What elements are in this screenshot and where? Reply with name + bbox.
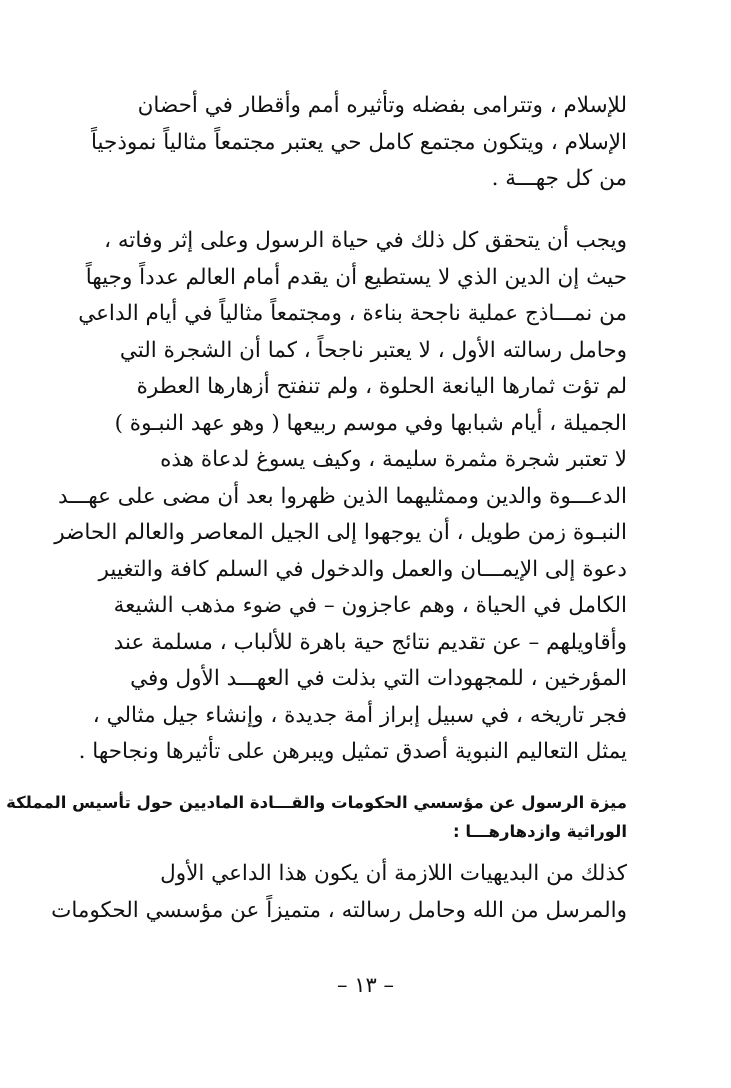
text-line: يمثل التعاليم النبوية أصدق تمثيل ويبرهن على تأثيرها ونجاحها . xyxy=(78,739,627,764)
paragraph-continuation xyxy=(90,88,627,198)
text-line: ويجب أن يتحقق كل ذلك في حياة الرسول وعلى إثر وفاته ، xyxy=(104,228,627,253)
text-line: وأقاويلهم – عن تقديم نتائج حية باهرة للألباب ، مسلمة عند xyxy=(113,629,627,655)
paragraph-section-start xyxy=(51,856,627,929)
text-line: من نمـــاذج عملية ناجحة بناءة ، ومجتمعاً مثالياً في أيام الداعي xyxy=(78,301,627,326)
text-line: الدعـــوة والدين وممثليهما الذين ظهروا بعد أن مضى على عهـــد xyxy=(58,483,627,509)
text-line: من كل جهـــة . xyxy=(491,166,627,191)
heading-line: ميزة الرسول عن مؤسسي الحكومات والقـــادة الماديين حول تأسيس المملكة xyxy=(6,793,627,812)
text-line: دعوة إلى الإيمـــان والعمل والدخول في السلم كافة والتغيير xyxy=(98,556,627,582)
text-line: حيث إن الدين الذي لا يستطيع أن يقدم أمام العالم عدداً وجيهاً xyxy=(85,264,627,290)
text-line: كذلك من البديهيات اللازمة أن يكون هذا الداعي الأول xyxy=(160,861,627,886)
section-heading xyxy=(6,788,627,846)
text-line: وحامل رسالته الأول ، لا يعتبر ناجحاً ، كما أن الشجرة التي xyxy=(119,337,627,363)
paragraph-main xyxy=(54,223,627,771)
text-line: النبـوة زمن طويل ، أن يوجهوا إلى الجيل المعاصر والعالم الحاضر xyxy=(54,520,627,545)
text-line: والمرسل من الله وحامل رسالته ، متميزاً عن مؤسسي الحكومات xyxy=(51,897,627,923)
heading-line: الوراثية وازدهارهـــا : xyxy=(453,822,627,841)
text-line: الإسلام ، ويتكون مجتمع كامل حي يعتبر مجتمعاً مثالياً نموذجياً xyxy=(90,129,627,155)
page-number: – ١٣ – xyxy=(337,973,394,997)
text-line: للإسلام ، وتترامى بفضله وتأثيره أمم وأقطار في أحضان xyxy=(137,93,627,118)
text-line: فجر تاريخه ، في سبيل إبراز أمة جديدة ، وإنشاء جيل مثالي ، xyxy=(92,702,627,728)
text-line: لم تؤت ثمارها اليانعة الحلوة ، ولم تنفتح أزهارها العطرة xyxy=(136,374,627,399)
text-line: الكامل في الحياة ، وهم عاجزون – في ضوء مذهب الشيعة xyxy=(113,593,627,618)
text-line: لا تعتبر شجرة مثمرة سليمة ، وكيف يسوغ لدعاة هذه xyxy=(160,447,627,472)
text-line: الجميلة ، أيام شبابها وفي موسم ربيعها ( وهو عهد النبـوة ) xyxy=(114,410,627,436)
text-line: المؤرخين ، للمجهودات التي بذلت في العهـــد الأول وفي xyxy=(130,666,627,691)
